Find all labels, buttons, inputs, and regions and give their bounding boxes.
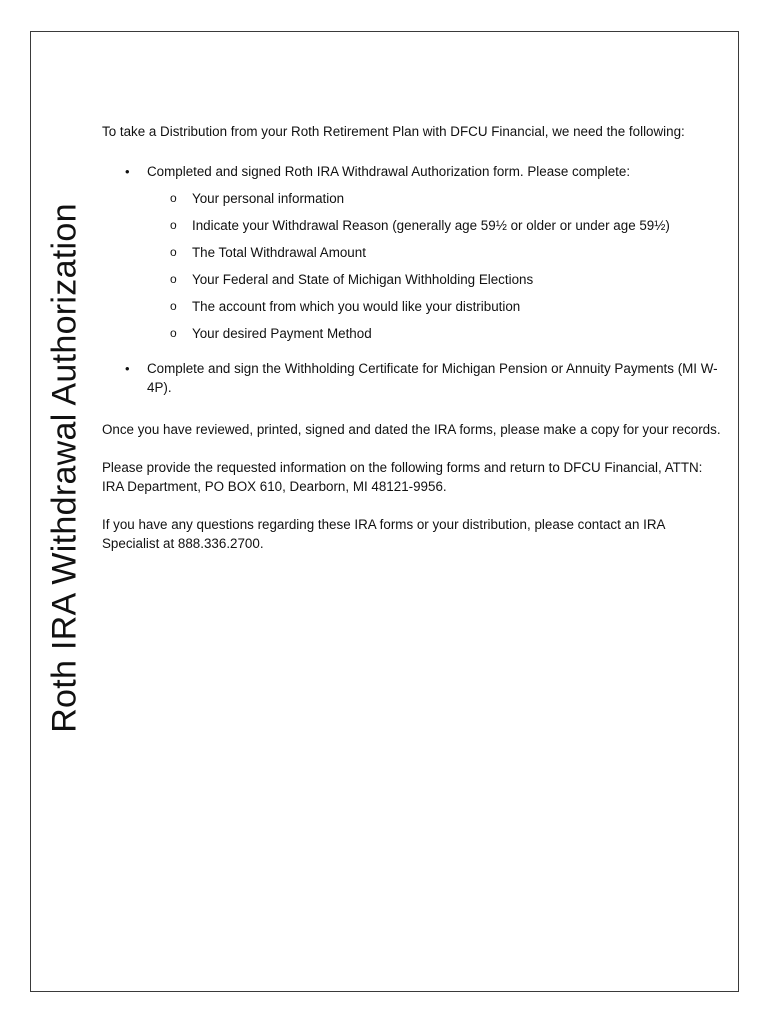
circle-bullet-icon: o — [170, 272, 177, 286]
sub-list-item-text: Your desired Payment Method — [192, 326, 372, 341]
circle-bullet-icon: o — [170, 326, 177, 340]
sub-list-item-text: The Total Withdrawal Amount — [192, 245, 366, 260]
sub-list-item — [147, 243, 724, 270]
circle-bullet-icon: o — [170, 218, 177, 232]
list-item-text: Completed and signed Roth IRA Withdrawal Authorization form. Please complete: — [147, 164, 631, 179]
sub-list — [147, 189, 724, 351]
circle-bullet-icon: o — [170, 245, 177, 259]
circle-bullet-icon: o — [170, 299, 177, 313]
list-item — [102, 162, 724, 351]
return-address-paragraph: Please provide the requested information on the following forms and return to DFCU Financial, ATTN: IRA Department, PO BOX 610, Dearborn, MI 48121-9956. — [102, 460, 703, 494]
sub-list-item — [147, 324, 724, 351]
sub-list-item — [147, 270, 724, 297]
circle-bullet-icon: o — [170, 191, 177, 205]
list-item — [102, 359, 724, 397]
sub-list-item-text: Your Federal and State of Michigan Withholding Elections — [192, 272, 534, 287]
sub-list-item-text: Your personal information — [192, 191, 345, 206]
bullet-icon: • — [125, 164, 130, 179]
sub-list-item-text: Indicate your Withdrawal Reason (generally age 59½ or older or under age 59½) — [192, 218, 670, 233]
sub-list-item-text: The account from which you would like your distribution — [192, 299, 521, 314]
sub-list-item — [147, 297, 724, 324]
list-item-text: Complete and sign the Withholding Certificate for Michigan Pension or Annuity Payments (MI W-4P). — [147, 361, 718, 395]
sub-list-item — [147, 216, 724, 243]
side-title: Roth IRA Withdrawal Authorization — [45, 203, 84, 733]
sub-list-item — [147, 189, 724, 216]
intro-text: To take a Distribution from your Roth Retirement Plan with DFCU Financial, we need the following: — [102, 124, 685, 139]
requirements-list — [102, 162, 724, 397]
document-body — [102, 122, 724, 553]
contact-paragraph: If you have any questions regarding these IRA forms or your distribution, please contact an IRA Specialist at 888.336.2700. — [102, 517, 665, 551]
bullet-icon: • — [125, 361, 130, 376]
records-paragraph: Once you have reviewed, printed, signed and dated the IRA forms, please make a copy for your records. — [102, 422, 721, 437]
